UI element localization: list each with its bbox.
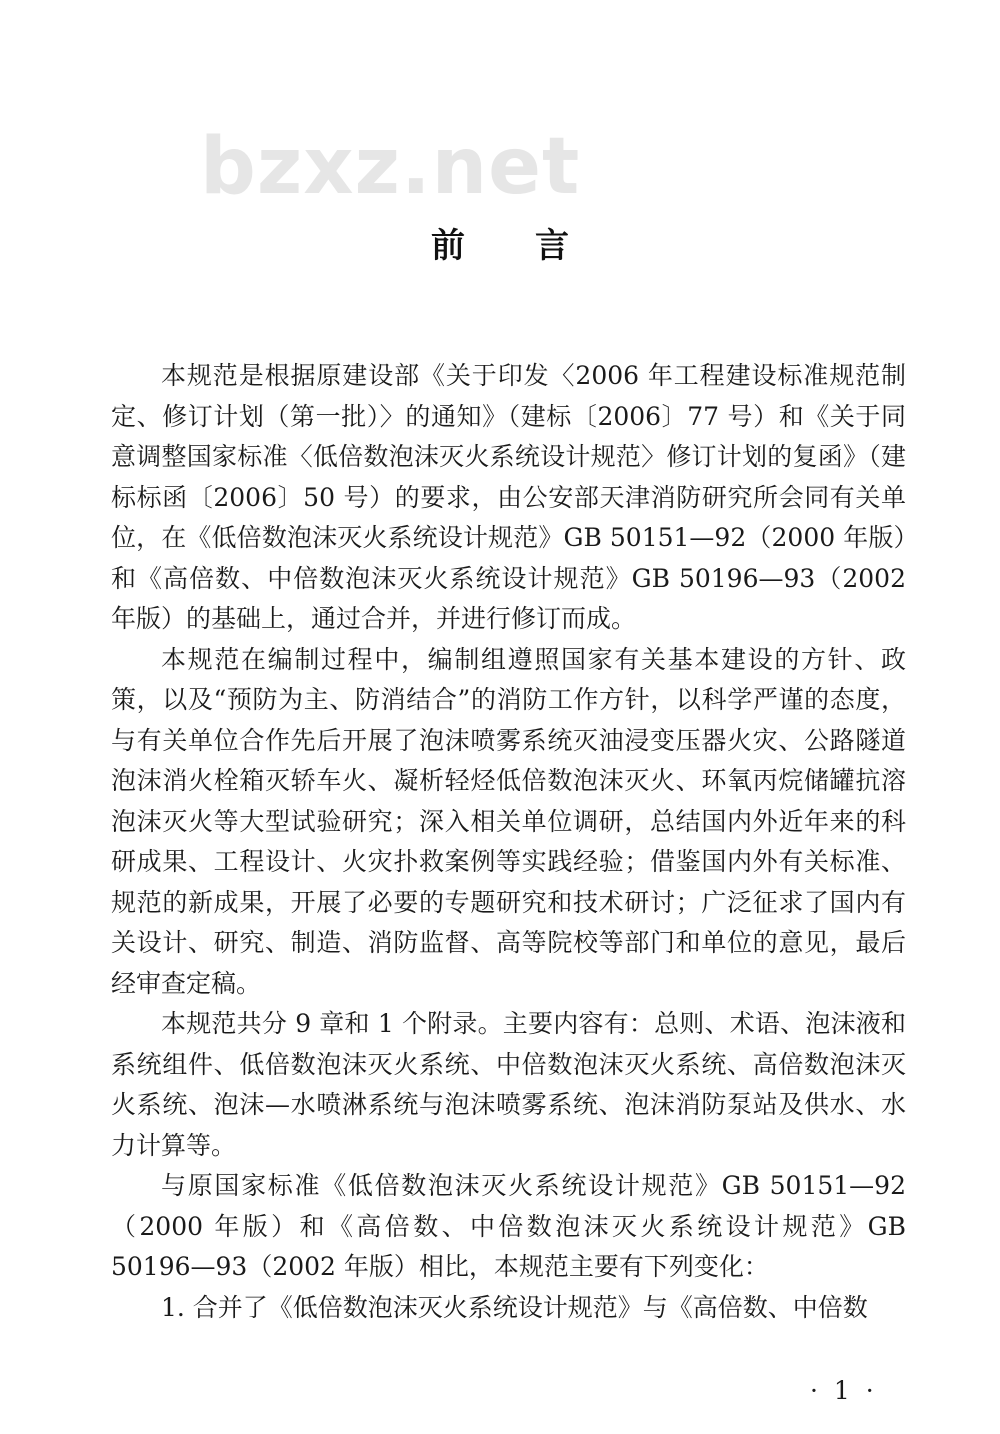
paragraph-changes: 与原国家标准《低倍数泡沫灭火系统设计规范》GB 50151—92（2000 年版）和《高倍数、中倍数泡沫灭火系统设计规范》GB 50196—93（2002 年版）相比，本规范主要有下列变化： [111, 1171, 906, 1281]
watermark: bzxz.net [200, 122, 581, 212]
page-title: 前言 [431, 226, 639, 266]
paragraph-contents: 本规范共分 9 章和 1 个附录。主要内容有：总则、术语、泡沫液和系统组件、低倍数泡沫灭火系统、中倍数泡沫灭火系统、高倍数泡沫灭火系统、泡沫—水喷淋系统与泡沫喷雾系统、泡沫消防泵站及供水、水力计算等。 [111, 1009, 906, 1160]
page-number: · 1 · [810, 1376, 878, 1405]
paragraph-basis: 本规范是根据原建设部《关于印发〈2006 年工程建设标准规范制定、修订计划（第一批）〉的通知》（建标〔2006〕77 号）和《关于同意调整国家标准〈低倍数泡沫灭火系统设计规范〉修订计划的复函》（建标标函〔2006〕50 号）的要求，由公安部天津消防研究所会同有关单位，在《低倍数泡沫灭火系统设计规范》GB 50151—92（2000 年版）和《高倍数、中倍数泡沫灭火系统设计规范》GB 50196—93（2002 年版）的基础上，通过合并，并进行修订而成。 [111, 361, 906, 633]
paragraph-process: 本规范在编制过程中，编制组遵照国家有关基本建设的方针、政策，以及“预防为主、防消结合”的消防工作方针，以科学严谨的态度，与有关单位合作先后开展了泡沫喷雾系统灭油浸变压器火灾、公路隧道泡沫消火栓箱灭轿车火、凝析轻烃低倍数泡沫灭火、环氧丙烷储罐抗溶泡沫灭火等大型试验研究；深入相关单位调研，总结国内外近年来的科研成果、工程设计、火灾扑救案例等实践经验；借鉴国内外有关标准、规范的新成果，开展了必要的专题研究和技术研讨；广泛征求了国内有关设计、研究、制造、消防监督、高等院校等部门和单位的意见，最后经审查定稿。 [111, 644, 906, 998]
paragraph-change-item-1: 1. 合并了《低倍数泡沫灭火系统设计规范》与《高倍数、中倍数 [161, 1292, 868, 1322]
body-text [111, 356, 906, 1328]
